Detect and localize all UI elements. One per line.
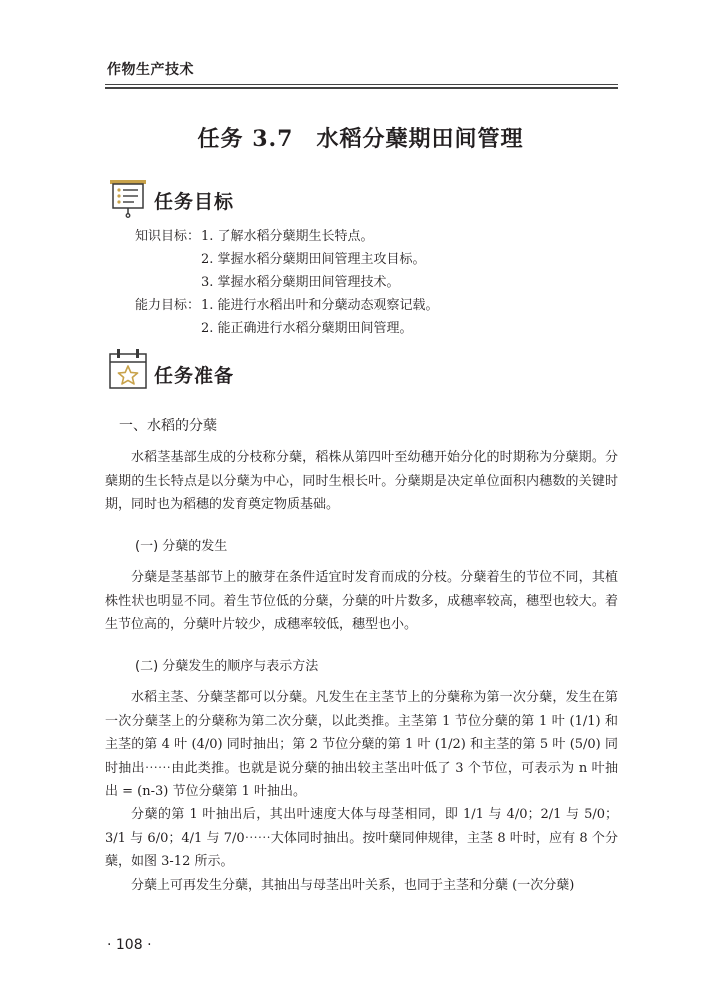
subsection-2-paragraph-3: 分蘖上可再发生分蘖，其抽出与母茎出叶关系，也同于主茎和分蘖 (一次分蘖) xyxy=(131,878,575,893)
presentation-board-icon xyxy=(106,176,150,220)
subsection-1-title: (一) 分蘖的发生 xyxy=(135,539,228,554)
knowledge-item-3: 3. 掌握水稻分蘖期田间管理技术。 xyxy=(201,275,400,290)
subsection-2-paragraph-1: 水稻主茎、分蘖茎都可以分蘖。凡发生在主茎节上的分蘖称为第一次分蘖，发生在第一次分蘖茎上的分蘖称为第二次分蘖，以此类推。主茎第 1 节位分蘖的第 1 叶 (1/1) 和主茎的第 4 叶 (4/0) 同时抽出；第 2 节位分蘖的第 1 叶 (1/2) 和主茎的第 5 叶 (5/0) 同时抽出⋯⋯由此类推。也就是说分蘖的抽出较主茎出叶低了 3 个节位，可表示为 n 叶抽出 = (n-3) 节位分蘖第 1 叶抽出。 xyxy=(105,690,618,799)
ability-label: 能力目标： xyxy=(135,298,201,313)
ability-item-1: 1. 能进行水稻出叶和分蘖动态观察记载。 xyxy=(201,298,439,313)
running-header-title: 作物生产技术 xyxy=(107,62,194,78)
knowledge-item-1: 1. 了解水稻分蘖期生长特点。 xyxy=(201,229,374,244)
subsection-2-paragraph-2: 分蘖的第 1 叶抽出后，其出叶速度大体与母茎相同，即 1/1 与 4/0；2/1 与 5/0；3/1 与 6/0；4/1 与 7/0⋯⋯大体同时抽出。按叶蘖同伸规律，主茎 8 叶时，应有 8 个分蘖，如图 3-12 所示。 xyxy=(105,807,618,869)
preparation-heading: 任务准备 xyxy=(154,365,235,387)
calendar-star-icon xyxy=(106,346,150,392)
section-1-title: 一、水稻的分蘖 xyxy=(119,418,217,434)
subsection-1-paragraph: 分蘖是茎基部节上的腋芽在条件适宜时发育而成的分枝。分蘖着生的节位不同，其植株性状也明显不同。着生节位低的分蘖，分蘖的叶片数多，成穗率较高，穗型也较大。着生节位高的，分蘖叶片较少，成穗率较低，穗型也小。 xyxy=(105,570,618,632)
header-rule-thick xyxy=(105,87,618,89)
task-title: 任务 3.7 水稻分蘖期田间管理 xyxy=(197,126,524,152)
header-rule-thin xyxy=(105,84,618,85)
knowledge-item-2: 2. 掌握水稻分蘖期田间管理主攻目标。 xyxy=(201,252,426,267)
objectives-heading: 任务目标 xyxy=(154,191,235,213)
subsection-2-title: (二) 分蘖发生的顺序与表示方法 xyxy=(135,659,319,674)
section-1-paragraph: 水稻茎基部生成的分枝称分蘖，稻株从第四叶至幼穗开始分化的时期称为分蘖期。分蘖期的生长特点是以分蘖为中心，同时生根长叶。分蘖期是决定单位面积内穗数的关键时期，同时也为稻穗的发育奠定物质基础。 xyxy=(105,450,618,512)
page-number: · 108 · xyxy=(107,937,152,953)
knowledge-label: 知识目标： xyxy=(135,229,201,244)
ability-item-2: 2. 能正确进行水稻分蘖期田间管理。 xyxy=(201,321,413,336)
